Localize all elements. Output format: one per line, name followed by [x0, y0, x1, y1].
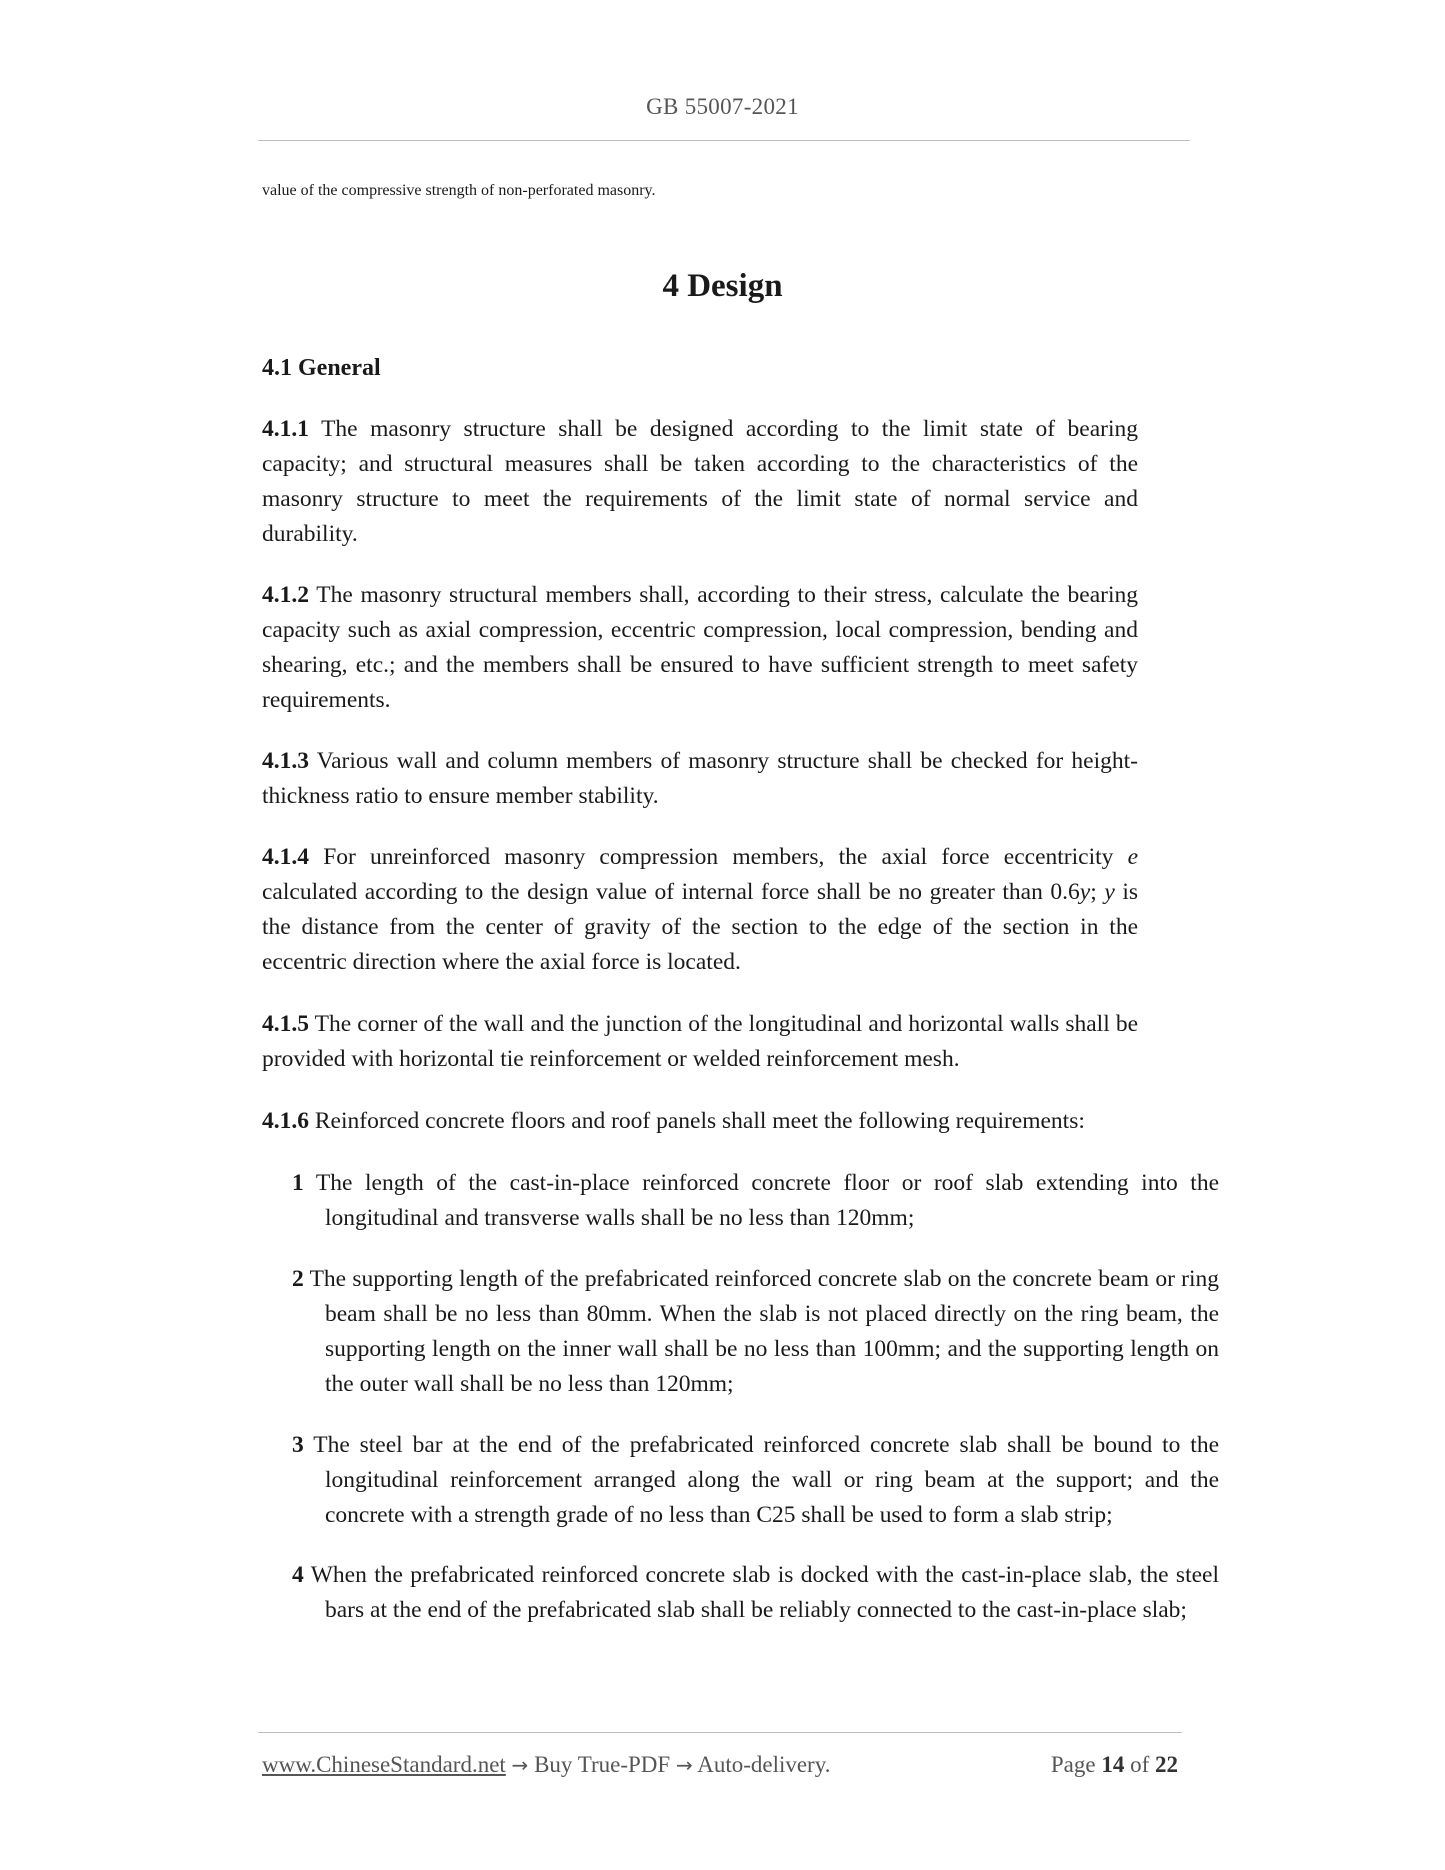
- footer-left: [262, 1752, 830, 1778]
- chapter-title: 4 Design: [662, 268, 783, 304]
- clause-text: The corner of the wall and the junction of the longitudinal and horizontal walls shall be provided with horizontal tie reinforcement or welded reinforcement mesh.: [262, 1011, 1138, 1072]
- item-number: 2: [292, 1266, 304, 1292]
- clause-4-1-5: [262, 1007, 1138, 1077]
- item-number: 1: [292, 1170, 304, 1196]
- clause-number: 4.1.6: [262, 1108, 309, 1134]
- clause-4-1-6: [262, 1104, 1162, 1139]
- of-label: of: [1130, 1752, 1150, 1777]
- clause-number: 4.1.5: [262, 1011, 309, 1037]
- variable-y: y: [1079, 879, 1091, 905]
- arrow-right-icon: →: [675, 1753, 693, 1777]
- item-text: When the prefabricated reinforced concrete slab is docked with the cast-in-place slab, the steel bars at the end of the prefabricated slab shall be reliably connected to the cast-in-place slab;: [310, 1562, 1219, 1623]
- footer-divider: [258, 1732, 1182, 1733]
- clause-4-1-3: [262, 744, 1138, 814]
- list-item: [292, 1166, 1219, 1236]
- item-text: The length of the cast-in-place reinforced concrete floor or roof slab extending into the longitudinal and transverse walls shall be no less than 120mm;: [315, 1170, 1220, 1231]
- clause-text-c: is the distance from the center of gravity of the section to the edge of the section in the eccentric direction where the axial force is located.: [262, 879, 1139, 975]
- clause-number: 4.1.1: [262, 416, 309, 442]
- clause-text-a: For unreinforced masonry compression members, the axial force eccentricity: [323, 844, 1114, 870]
- header-divider: [258, 140, 1190, 141]
- clause-text: Various wall and column members of masonry structure shall be checked for height-thickness ratio to ensure member stability.: [262, 748, 1138, 809]
- clause-text: Reinforced concrete floors and roof panels shall meet the following requirements:: [314, 1108, 1085, 1134]
- page-total: 22: [1155, 1752, 1178, 1777]
- item-text: The supporting length of the prefabricated reinforced concrete slab on the concrete beam or ring beam shall be no less than 80mm. When the slab is not placed directly on the ring beam, the supporting length on the inner wall shall be no less than 100mm; and the supporting length on the outer wall shall be no less than 120mm;: [309, 1266, 1219, 1397]
- site-link[interactable]: www.ChineseStandard.net: [262, 1752, 506, 1777]
- buy-text: Buy True-PDF: [534, 1752, 671, 1777]
- variable-e: e: [1127, 844, 1139, 870]
- item-number: 4: [292, 1562, 304, 1588]
- clause-number: 4.1.2: [262, 582, 309, 608]
- page-indicator: [1051, 1752, 1178, 1778]
- clause-4-1-4: [262, 840, 1138, 980]
- clause-4-1-2: [262, 578, 1138, 718]
- item-number: 3: [292, 1432, 304, 1458]
- separator: ;: [1090, 879, 1097, 905]
- arrow-right-icon: →: [511, 1753, 529, 1777]
- clause-number: 4.1.4: [262, 844, 309, 870]
- intro-text: value of the compressive strength of non-perforated masonry.: [262, 182, 656, 199]
- clause-text: The masonry structure shall be designed according to the limit state of bearing capacity; and structural measures shall be taken according to the characteristics of the masonry structure to meet the requirements of the limit state of normal service and durability.: [262, 416, 1138, 547]
- variable-y: y: [1104, 879, 1115, 905]
- clause-text: The masonry structural members shall, according to their stress, calculate the bearing capacity such as axial compression, eccentric compression, local compression, bending and shearing, etc.; and the members shall be ensured to have sufficient strength to meet safety requirements.: [262, 582, 1138, 713]
- page-number: 14: [1101, 1752, 1125, 1777]
- list-item: [292, 1558, 1219, 1628]
- delivery-text: Auto-delivery.: [697, 1752, 831, 1777]
- clause-text-b: calculated according to the design value of internal force shall be no greater than 0.6: [262, 879, 1080, 905]
- section-title: 4.1 General: [262, 355, 381, 381]
- item-text: The steel bar at the end of the prefabricated reinforced concrete slab shall be bound to the longitudinal reinforcement arranged along the wall or ring beam at the support; and the concrete with a strength grade of no less than C25 shall be used to form a slab strip;: [313, 1432, 1220, 1528]
- clause-4-1-1: [262, 412, 1138, 552]
- list-item: [292, 1262, 1219, 1402]
- page-header: GB 55007-2021: [646, 94, 799, 119]
- clause-number: 4.1.3: [262, 748, 309, 774]
- list-item: [292, 1428, 1219, 1533]
- page-label: Page: [1050, 1752, 1096, 1777]
